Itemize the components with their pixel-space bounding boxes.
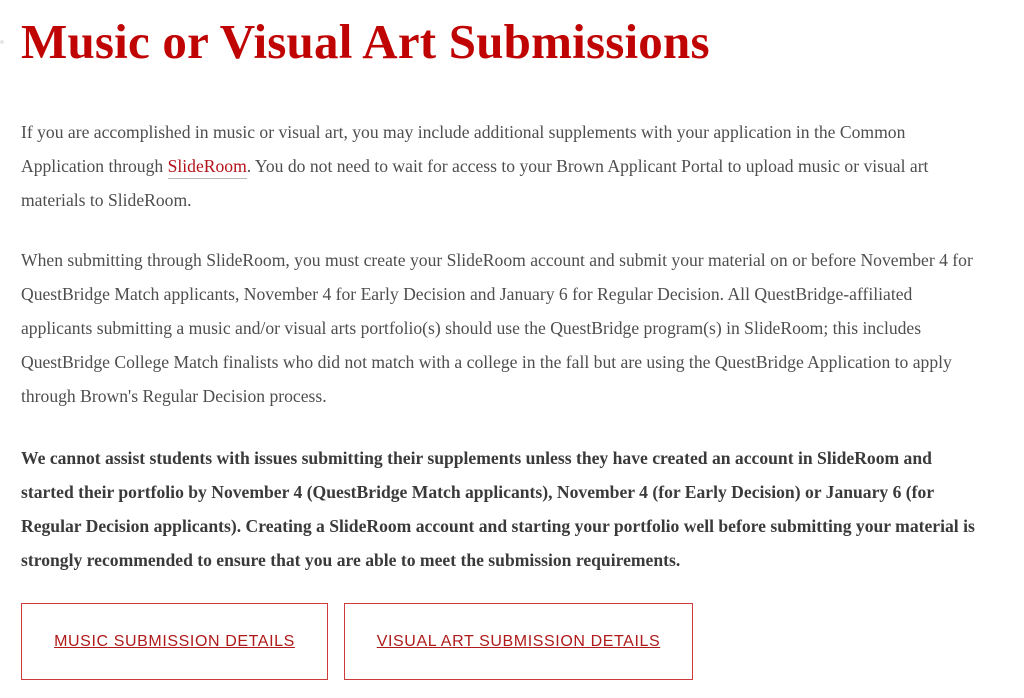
- assistance-notice-paragraph: We cannot assist students with issues submitting their supplements unless they have created an account in SlideRoom and started their portfolio by November 4 (QuestBridge Match applicants), November 4 (for Early Decision) or January 6 (for Regular Decision applicants). Creating a SlideRoom account and starting your portfolio well before submitting your material is strongly recommended to ensure that you are able to meet the submission requirements.: [21, 448, 975, 570]
- intro-paragraph: [21, 115, 986, 217]
- intro-text-after-link: . You do not need to wait for access to your Brown Applicant Portal to upload music or visual art materials to SlideRoom.: [21, 156, 929, 210]
- page-title: Music or Visual Art Submissions: [21, 14, 710, 69]
- intro-text-before-link: If you are accomplished in music or visual art, you may include additional supplements with your application in the Common Application through: [21, 122, 906, 176]
- submission-details-buttons: [21, 603, 693, 680]
- deadline-paragraph: When submitting through SlideRoom, you must create your SlideRoom account and submit your material on or before November 4 for QuestBridge Match applicants, November 4 for Early Decision and January 6 for Regular Decision. All QuestBridge-affiliated applicants submitting a music and/or visual arts portfolio(s) should use the QuestBridge program(s) in SlideRoom; this includes QuestBridge College Match finalists who did not match with a college in the fall but are using the QuestBridge Application to apply through Brown's Regular Decision process.: [21, 250, 973, 406]
- slideroom-link[interactable]: SlideRoom: [168, 156, 247, 179]
- music-submission-details-button[interactable]: MUSIC SUBMISSION DETAILS: [21, 603, 328, 680]
- edge-decoration: [0, 40, 4, 44]
- visual-art-submission-details-button[interactable]: VISUAL ART SUBMISSION DETAILS: [344, 603, 693, 680]
